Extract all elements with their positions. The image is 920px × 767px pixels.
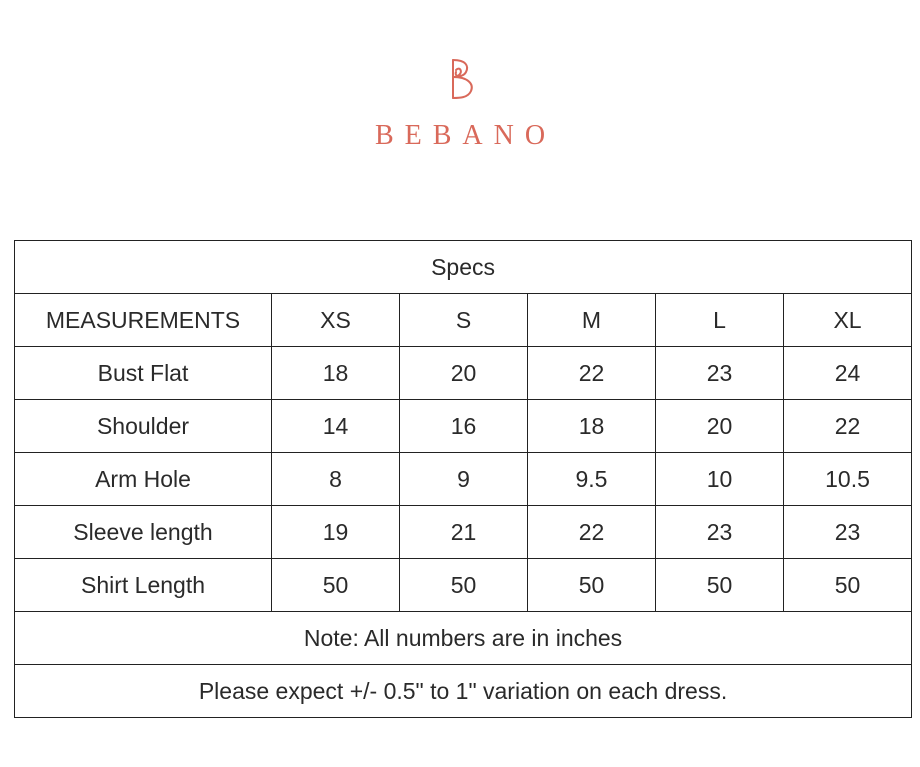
table-cell: 9.5 xyxy=(528,453,656,506)
row-label: Bust Flat xyxy=(15,347,272,400)
table-cell: 50 xyxy=(400,559,528,612)
table-cell: 18 xyxy=(272,347,400,400)
table-header-row xyxy=(15,294,912,347)
table-cell: 19 xyxy=(272,506,400,559)
table-row xyxy=(15,347,912,400)
table-cell: 21 xyxy=(400,506,528,559)
table-cell: 8 xyxy=(272,453,400,506)
row-label: Sleeve length xyxy=(15,506,272,559)
table-cell: 22 xyxy=(784,400,912,453)
table-cell: 16 xyxy=(400,400,528,453)
table-row xyxy=(15,559,912,612)
table-cell: 10 xyxy=(656,453,784,506)
table-title-row xyxy=(15,241,912,294)
row-label: Arm Hole xyxy=(15,453,272,506)
table-cell: 20 xyxy=(400,347,528,400)
table-row xyxy=(15,453,912,506)
table-cell: 50 xyxy=(272,559,400,612)
note-row xyxy=(15,612,912,665)
table-cell: 23 xyxy=(656,347,784,400)
table-cell: 22 xyxy=(528,347,656,400)
row-label: Shirt Length xyxy=(15,559,272,612)
table-cell: 23 xyxy=(784,506,912,559)
size-chart-table xyxy=(14,240,912,718)
size-header-m: M xyxy=(528,294,656,347)
row-label: Shoulder xyxy=(15,400,272,453)
variation-note: Please expect +/- 0.5" to 1" variation on each dress. xyxy=(15,665,912,718)
table-cell: 9 xyxy=(400,453,528,506)
table-cell: 10.5 xyxy=(784,453,912,506)
table-cell: 18 xyxy=(528,400,656,453)
units-note: Note: All numbers are in inches xyxy=(15,612,912,665)
table-cell: 50 xyxy=(528,559,656,612)
table-cell: 50 xyxy=(656,559,784,612)
size-header-l: L xyxy=(656,294,784,347)
table-cell: 24 xyxy=(784,347,912,400)
table-title: Specs xyxy=(15,241,912,294)
bebano-b-monogram-icon xyxy=(444,56,478,102)
table-cell: 14 xyxy=(272,400,400,453)
measurements-header: MEASUREMENTS xyxy=(15,294,272,347)
table-cell: 22 xyxy=(528,506,656,559)
brand-name: BEBANO xyxy=(374,120,557,151)
table-cell: 50 xyxy=(784,559,912,612)
table-cell: 23 xyxy=(656,506,784,559)
size-header-xl: XL xyxy=(784,294,912,347)
size-header-s: S xyxy=(400,294,528,347)
table-cell: 20 xyxy=(656,400,784,453)
table-row xyxy=(15,506,912,559)
table-row xyxy=(15,400,912,453)
size-header-xs: XS xyxy=(272,294,400,347)
variation-row xyxy=(15,665,912,718)
